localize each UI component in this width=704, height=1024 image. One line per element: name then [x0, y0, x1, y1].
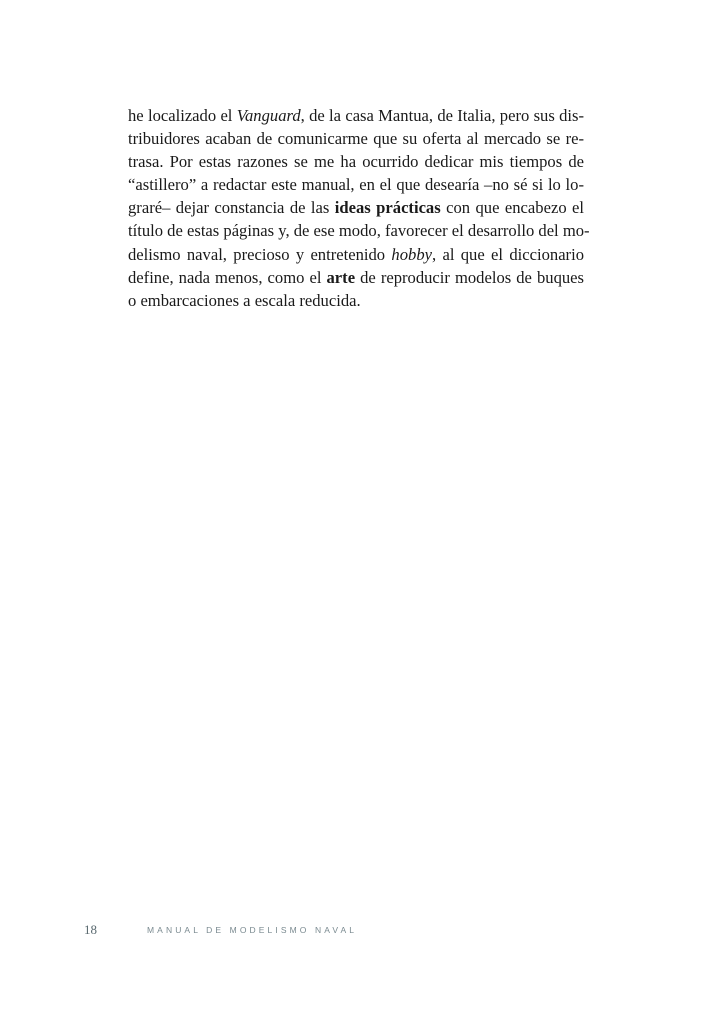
italic-term: hobby	[391, 244, 432, 264]
text-line: delismo naval, precioso y entretenido hobby, al que el diccionario	[128, 244, 584, 264]
running-title: MANUAL DE MODELISMO NAVAL	[147, 925, 358, 935]
page-footer	[0, 922, 704, 942]
text-line: trasa. Por estas razones se me ha ocurrido dedicar mis tiempos de	[128, 152, 584, 172]
text-line: define, nada menos, como el arte de reproducir modelos de buques	[128, 267, 584, 287]
text-line: tribuidores acaban de comunicarme que su oferta al mercado se re-	[128, 129, 584, 149]
text-line: “astillero” a redactar este manual, en el que desearía –no sé si lo lo-	[128, 175, 584, 195]
text-line: título de estas páginas y, de ese modo, favorecer el desarrollo del mo-	[128, 221, 590, 241]
bold-term: arte	[326, 267, 356, 287]
text-line: o embarcaciones a escala reducida.	[128, 290, 361, 310]
page-number: 18	[84, 922, 97, 937]
text-line: graré– dejar constancia de las ideas prácticas con que encabezo el	[128, 198, 585, 218]
bold-term: ideas prácticas	[334, 198, 441, 218]
italic-term: Vanguard	[236, 106, 301, 125]
body-paragraph	[128, 104, 590, 312]
text-line: he localizado el Vanguard, de la casa Mantua, de Italia, pero sus dis-	[128, 106, 584, 125]
